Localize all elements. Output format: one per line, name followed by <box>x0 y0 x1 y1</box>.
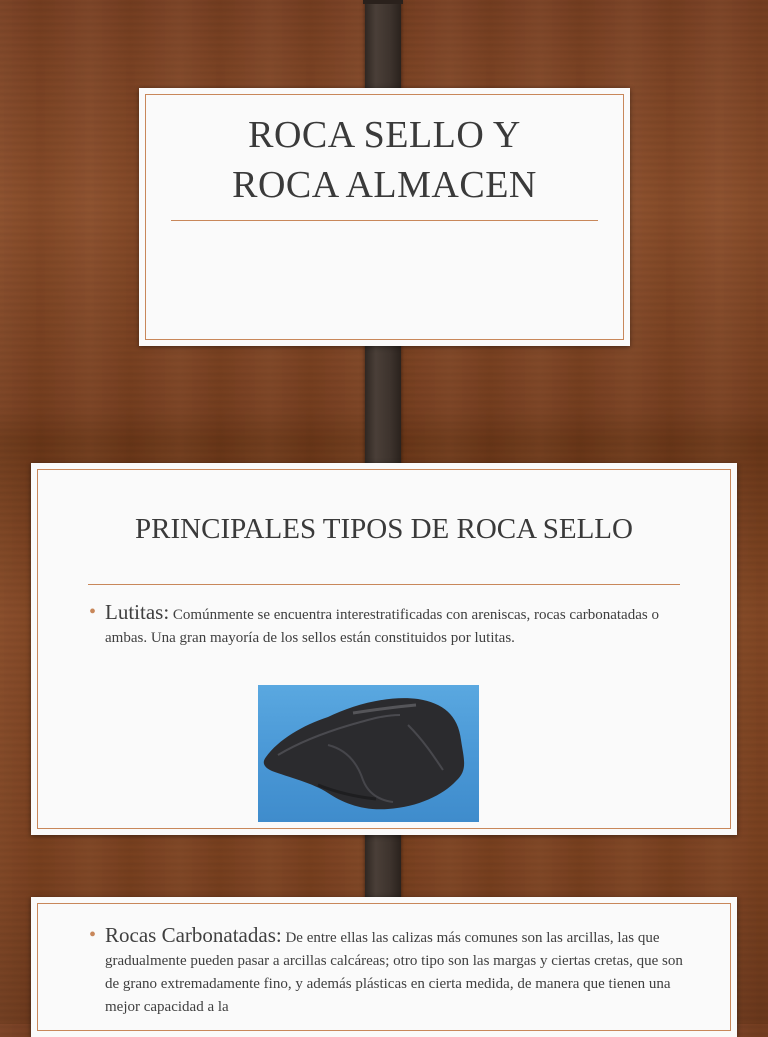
slide-principales-divider <box>88 584 680 585</box>
lutita-rock-image <box>258 685 479 822</box>
bullet-lutitas-text: Comúnmente se encuentra interestratificadas con areniscas, rocas carbonatadas o ambas. Una gran mayoría de los sellos están constituidos por lutitas. <box>105 607 659 646</box>
rock-illustration <box>258 685 479 822</box>
bullet-carbonatadas-text: De entre ellas las calizas más comunes son las arcillas, las que gradualmente pueden pasar a arcillas calcáreas; otro tipo son las margas y ciertas cretas, que son de grano extremadamente fino, y además plásticas en cierta medida, de manera que tienen una mejor capacidad a la <box>105 930 683 1015</box>
strap-middle <box>365 328 401 480</box>
bullet-carbonatadas-heading: Rocas Carbonatadas <box>105 923 276 947</box>
bullet-carbonatadas-colon: : <box>275 923 282 947</box>
bullet-lutitas <box>89 600 685 650</box>
slide-carbonatadas-card[interactable] <box>31 897 737 1037</box>
slide-principales-heading: PRINCIPALES TIPOS DE ROCA SELLO <box>135 513 633 545</box>
title-line-1: ROCA SELLO Y <box>248 114 521 156</box>
title-slide-heading <box>139 110 630 210</box>
bullet-dot-icon: • <box>89 924 97 946</box>
title-line-2: ROCA ALMACEN <box>232 164 537 206</box>
bullet-dot-icon: • <box>89 601 97 623</box>
title-slide-card[interactable] <box>139 88 630 346</box>
bullet-lutitas-colon: : <box>163 600 170 624</box>
slide-principales-card[interactable] <box>31 463 737 835</box>
bullet-carbonatadas <box>89 923 690 1019</box>
title-divider <box>171 220 598 221</box>
bullet-lutitas-heading: Lutitas <box>105 600 164 624</box>
